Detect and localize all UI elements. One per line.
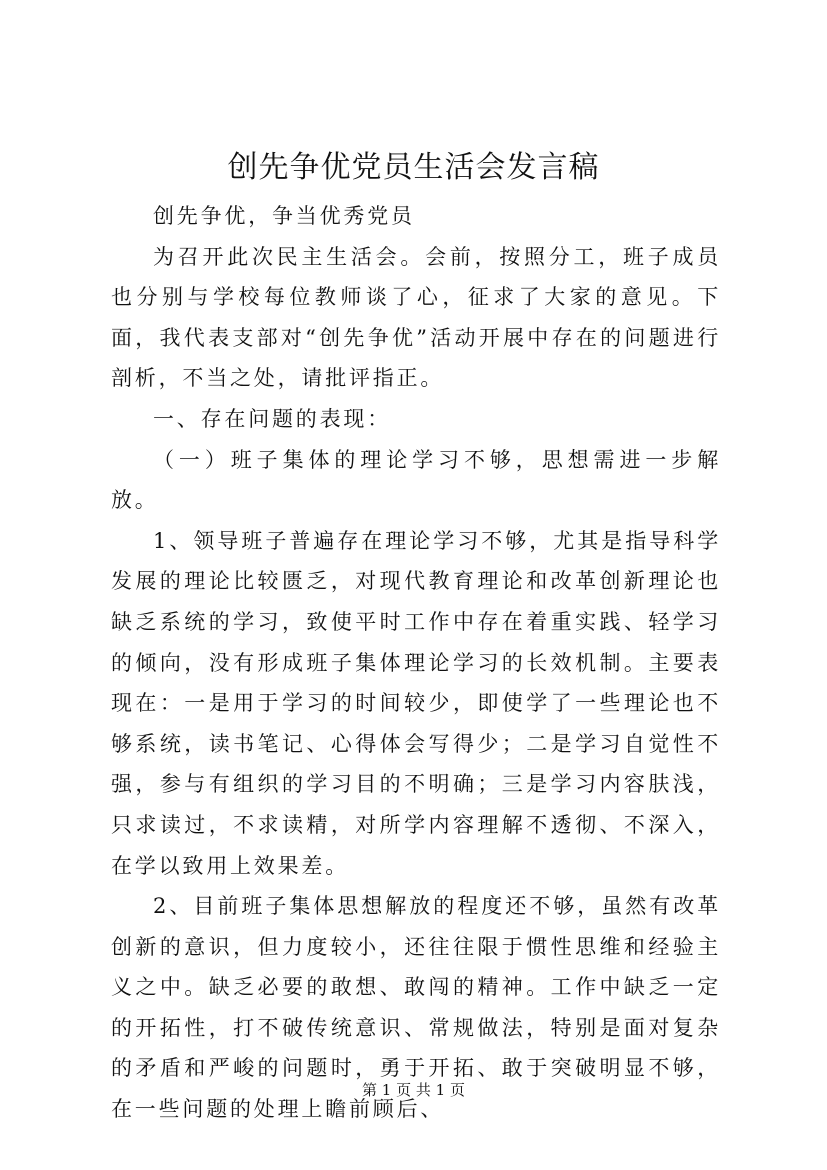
page-footer: 第 1 页 共 1 页 [362, 1081, 465, 1099]
paragraph-subtitle: 创先争优，争当优秀党员 [153, 204, 415, 228]
subsection-heading: （一）班子集体的理论学习不够，思想需进一步解放。 [111, 447, 721, 513]
paragraph-item-1: 1、领导班子普遍存在理论学习不够，尤其是指导科学发展的理论比较匮乏，对现代教育理论和改革创新理论也缺乏系统的学习，致使平时工作中存在着重实践、轻学习的倾向，没有形成班子集体理论学习的长效机制。主要表现在：一是用于学习的时间较少，即使学了一些理论也不够系统，读书笔记、心得体会写得少；二是学习自觉性不强，参与有组织的学习目的不明确；三是学习内容肤浅，只求读过，不求读精，对所学内容理解不透彻、不深入，在学以致用上效果差。 [111, 528, 721, 878]
paragraph-intro: 为召开此次民主生活会。会前，按照分工，班子成员也分别与学校每位教师谈了心，征求了大家的意见。下面，我代表支部对“创先争优”活动开展中存在的问题进行剖析，不当之处，请批评指正。 [111, 244, 721, 391]
document-title: 创先争优党员生活会发言稿 [227, 150, 600, 185]
paragraph-item-2: 2、目前班子集体思想解放的程度还不够，虽然有改革创新的意识，但力度较小，还往往限于惯性思维和经验主义之中。缺乏必要的敢想、敢闯的精神。工作中缺乏一定的开拓性，打不破传统意识、常规做法，特别是面对复杂的矛盾和严峻的问题时，勇于开拓、敢于突破明显不够，在一些问题的处理上瞻前顾后、 [111, 894, 721, 1122]
document-body [111, 196, 721, 1130]
section-heading: 一、存在问题的表现： [153, 406, 391, 431]
